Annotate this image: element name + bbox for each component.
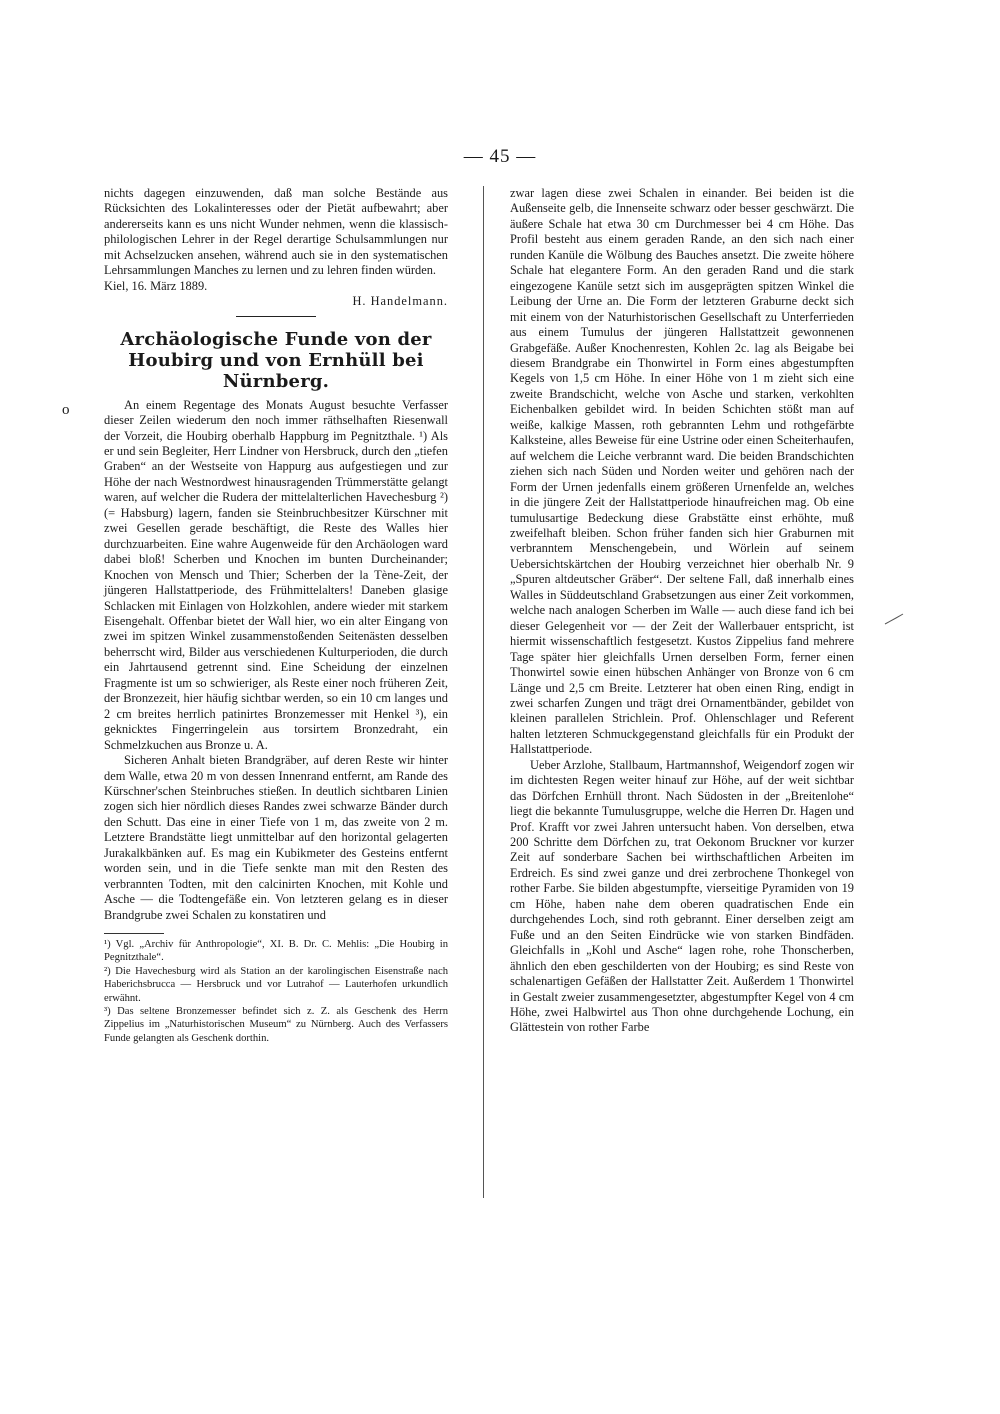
dateline: Kiel, 16. März 1889. bbox=[104, 278, 208, 293]
body-paragraph-3: zwar lagen diese zwei Schalen in einander. Bei beiden ist die Außenseite gelb, die Innenseite schwarz oder besser geschwärzt. Die äußere Schale hat etwa 30 cm Durchmesser bei 4 cm Höhe. Das Profil besteht aus einem geraden Rande, an den sich nach einer runden Kanüle die Wölbung des Bauches ansetzt. Die zweite höhere Schale hat elegantere Form. An den geraden Rand und die stark eingezogene Kanüle setzt sich im ausgeprägten spitzen Winkel die Leibung der Urne an. Die Form der letzteren Graburne deckt sich mit einem von der Naturhistorischen Gesellschaft zu Unterferrieden aus einem Tumulus der jüngeren Hallstattzeit gewonnenen Grabgefäße. Außer Knochenresten, Kohlen 2c. lag als Beigabe bei diesem Brandgrabe ein Thonwirtel in Form eines abgestumpften Kegels von 1,5 cm Höhe. In einer Höhe von 1 m zieht sich eine zweite Brandschicht, welche von Asche und starken, verkohlten Eichenbalken gebildet wird. In beiden Schichten stößt man auf weiße, kalkige Massen, roth gebrannten Lehm und rothgefärbte Kalksteine, alles Beweise für eine Ustrine oder einen Scheiterhaufen, auf welchem die Leiche verbrannt ward. Die beiden Brandschichten ziehen sich nach Süden und Norden weiter und gehören nach der Form der Urnen jedenfalls einem größeren Urnenfelde an, welches in die jüngere Zeit der Hallstattperiode hinaufreichen mag. Ob eine tumulusartige Bedeckung diese Grabstätte einst erhöhte, muß zweifelhaft bleiben. Schon früher fanden sich hier Graburnen mit verbranntem Menschengebein, und Wörlein auf seinem Uebersichtskärtchen der Houbirg verzeichnet hier oberhalb Nr. 9 „Spuren altdeutscher Gräber“. Der seltene Fall, daß innerhalb eines Walles in Süddeutschland Grabsetzungen aus einer Zeit vorkommen, welche nach analogen Scherben im Walle — auch diese fand ich bei dieser Gelegenheit vor — der Zeit der Wallerbauer entspricht, ist hiermit wissenschaftlich festgesetzt. Kustos Zippelius fand mehrere Tage später hier gleichfalls Urnen derselben Form, ferner einen Thonwirtel sowie einen hübschen Anhänger von Bronze von 6 cm Länge und 2,5 cm Breite. Letzterer hat oben einen Ring, endigt in zwei scharfen Zungen und trägt drei Ornamentbänder, gebildet von kleinen parallelen Strichlein. Prof. Ohlenschlager und Referent halten letzteren Schmuckgegenstand gleichfalls für ein Produkt der Hallstattperiode. bbox=[510, 186, 854, 757]
article-title: Archäologische Funde von der Houbirg und von Ernhüll bei Nürnberg. bbox=[120, 328, 432, 392]
body-paragraph-4: Ueber Arzlohe, Stallbaum, Hartmannshof, Weigendorf zogen wir im dichtesten Regen weiter hinauf zur Höhe, auf der weit sichtbar das Dörfchen Ernhüll thront. Nach Südosten in der „Breitenlohe“ liegt die bekannte Tumulusgruppe, welche die Herren Dr. Hagen und Prof. Krafft vor zwei Jahren untersucht haben. Von derselben, etwa 200 Schritte dem Dörfchen zu, trat Oekonom Bruckner vor kurzer Zeit auf sonderbare Sachen bei wirthschaftlichen Arbeiten im Erdreich. Es sind zwei ganze und drei zerbrochene Thonkegel von rother Farbe. Sie bilden abgestumpfte, vierseitige Pyramiden von 19 cm Höhe, haben nahe dem oberen quadratischen Ende ein durchgehendes Loch, sind roth gebrannt. Einer derselben zeigt am Fuße und an den Seiten Eindrücke wie von starken Bindfäden. Gleichfalls in „Kohl und Asche“ lagen rohe, rohe Thonscherben, ähnlich den eben geschilderten von der Houbirg; es sind Reste von schalenartigen Gefäßen der Hallstatter Zeit. Außerdem 1 Thonwirtel in Gestalt zweier zusammengesetzter, abgestumpfter Kegel von 4 cm Höhe, zwei Halbwirtel aus Thon ohne durchgehende Lochung, ein Glättestein von rother Farbe bbox=[510, 757, 854, 1035]
section-divider bbox=[236, 316, 316, 317]
body-paragraph-1: An einem Regentage des Monats August besuchte Verfasser dieser Zeilen wiederum den noch immer räthselhaften Riesenwall der Vorzeit, die Houbirg oberhalb Happburg im Pegnitzthale. ¹) Als er und sein Begleiter, Herr Lindner von Hersbruck, durch den „tiefen Graben“ an der Westseite von Happurg aus aufgestiegen und zur Höhe der nach Westnordwest hinausragenden Trümmerstätte gelangt waren, auf welcher die Rudera der mittelalterlichen Havechesburg ²) (= Habsburg) lagern, fanden sie Steinbruchbesitzer Kürschner mit zwei Gesellen gerade beschäftigt, die Reste des Walles hier durchzuarbeiten. Eine wahre Augenweide für den Archäologen ward dabei bloß! Scherben und Knochen im bunten Durcheinander; Knochen von Mensch und Thier; Scherben der la Tène-Zeit, der jüngeren Hallstattperiode, des Frühmittelalters! Daneben glasige Schlacken mit Einlagen von Holzkohlen, andere wieder mit starkem Eisengehalt. Offenbar bietet der Wall hier, wo ein alter Eingang von zwei im spitzen Winkel zusammenstoßenden Seitenästen desselben beherrscht wird, Bilder aus verschiedenen Kulturperioden, die durch ein Jahrtausend getrennt sind. Eine Scheidung der einzelnen Fragmente ist um so schwieriger, als Reste einer noch früheren Zeit, der Bronzezeit, hier häufig sichtbar werden, so ein 10 cm langes und 2 cm breites herrlich patinirtes Bronzemesser mit Henkel ³), ein geknicktes Fingerringelein aus torsirtem Bronzedraht, ein Schmelzkuchen aus Bronze u. A. bbox=[104, 397, 448, 752]
intro-paragraph: nichts dagegen einzuwenden, daß man solche Bestände aus Rücksichten des Lokalinteresses oder der Pietät aufbewahrt; aber andererseits kann es uns nicht Wunder nehmen, wenn die klassisch-philologischen Lehrer in der Regel derartige Schulsammlungen nur mit Achselzucken ansehen, während auch sie in den systematischen Lehrsammlungen Manches zu lernen und zu lehren finden würden. bbox=[104, 186, 448, 278]
page-number: — 45 — bbox=[463, 146, 537, 167]
footnote-1: ¹) Vgl. „Archiv für Anthropologie“, XI. B. Dr. C. Mehlis: „Die Houbirg in Pegnitzthale“. bbox=[104, 939, 448, 964]
body-paragraph-2: Sicheren Anhalt bieten Brandgräber, auf deren Reste wir hinter dem Walle, etwa 20 m von dessen Innenrand entfernt, am Rande des Kürschner'schen Steinbruches stießen. In deutlich sichtbaren Linien zogen sich hier nördlich dieses Randes zwei schwarze Bänder durch den Schutt. Das eine in einer Tiefe von 1 m, das zweite von 2 m. Letztere Brandstätte liegt unmittelbar auf den horizontal gelagerten Jurakalkbänken auf. Es mag ein Kubikmeter des Gesteins entfernt worden sein, und in die Tiefe senkte man mit den Resten des verbrannten Todten, mit den calcinirten Knochen, mit Kohle und Asche — die Todtengefäße ein. Von letzteren gelang es in dieser Brandgrube zwei Schalen zu konstatiren und bbox=[104, 753, 448, 922]
right-column bbox=[510, 186, 854, 1036]
pencil-mark-icon bbox=[884, 612, 904, 626]
column-rule bbox=[483, 186, 484, 1198]
footnote-3: ³) Das seltene Bronzemesser befindet sich z. Z. als Geschenk des Herrn Zippelius im „Naturhistorischen Museum“ zu Nürnberg. Auch des Verfassers Funde gelangten als Geschenk dorthin. bbox=[104, 1006, 448, 1044]
left-column bbox=[104, 186, 448, 1045]
signature: H. Handelmann. bbox=[352, 294, 448, 309]
margin-mark: o bbox=[62, 402, 70, 418]
footnote-2: ²) Die Havechesburg wird als Station an der karolingischen Eisenstraße nach Haberichsbrucca — Hersbruck und vor Lutrahof — Lauterhofen urkundlich erwähnt. bbox=[104, 965, 448, 1004]
footnote-rule bbox=[104, 933, 164, 934]
